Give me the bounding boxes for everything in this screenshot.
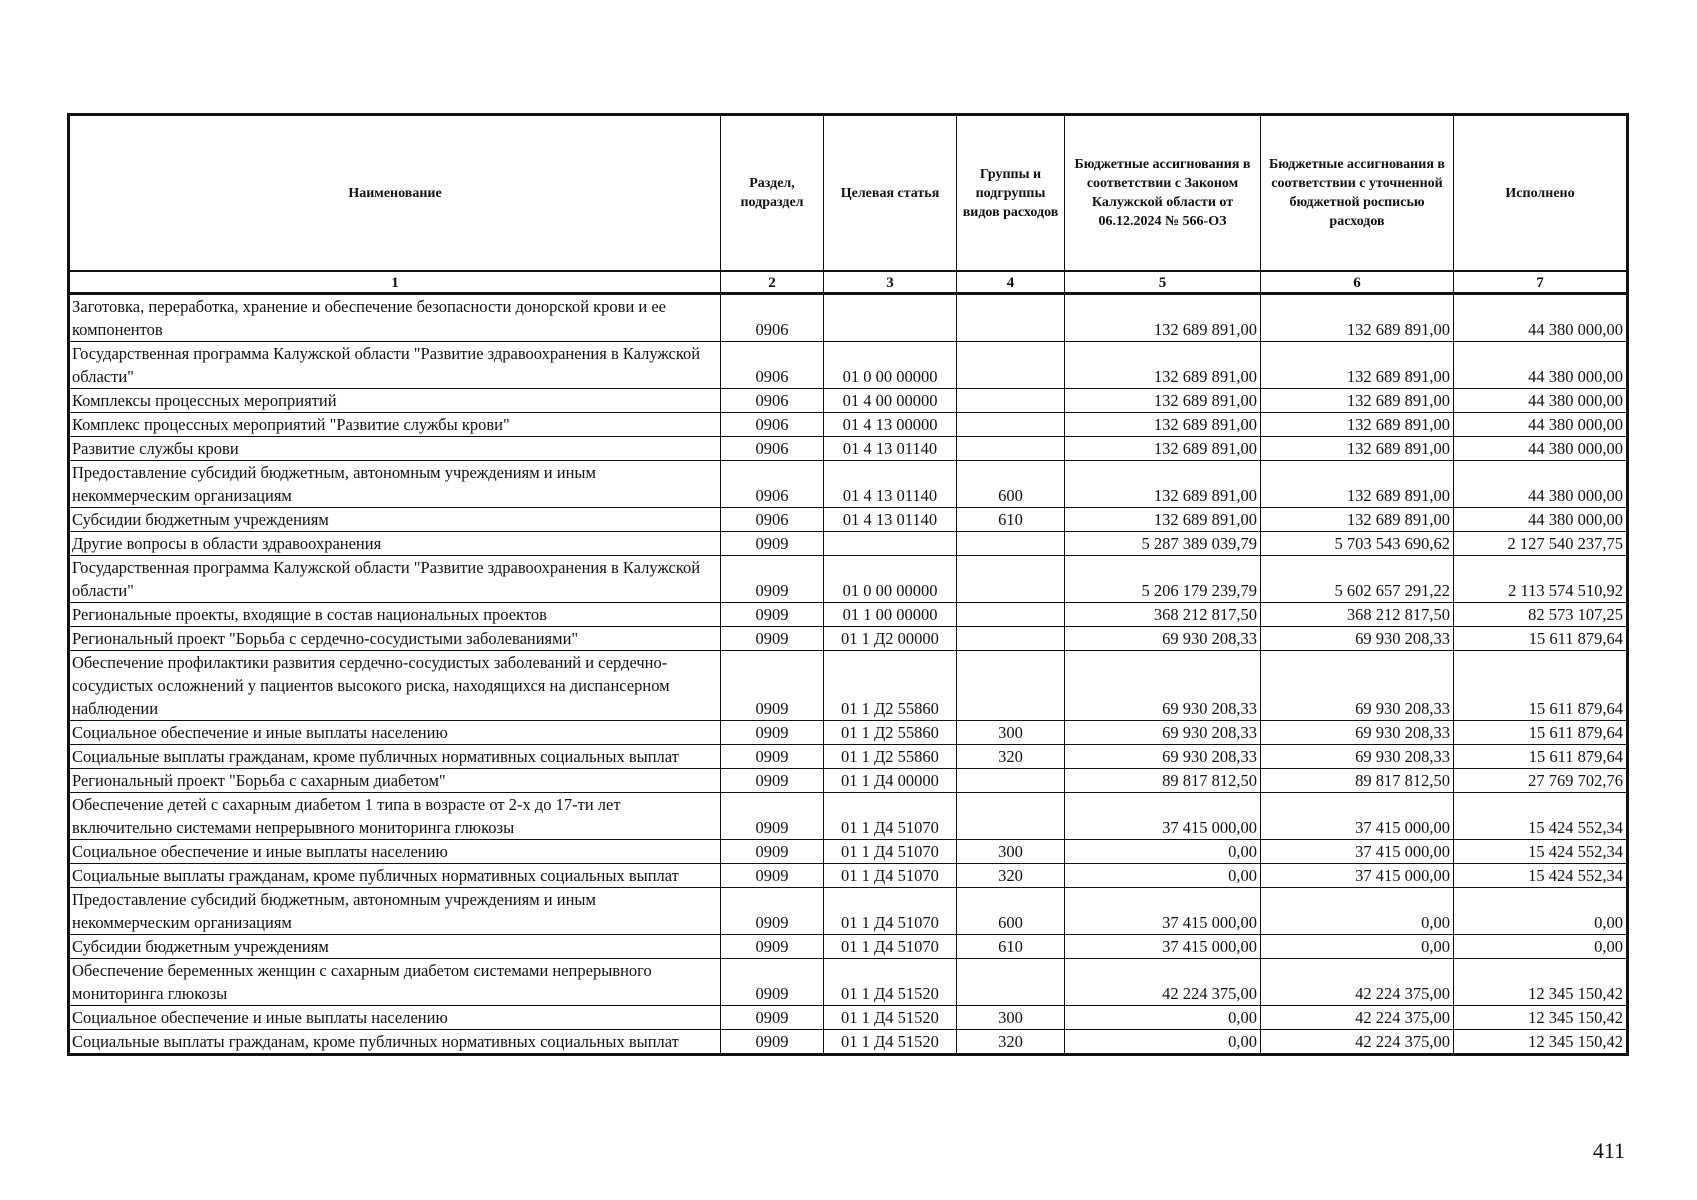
table-row xyxy=(69,627,1628,651)
row-law-allocation: 5 287 389 039,79 xyxy=(1065,532,1261,556)
row-section: 0906 xyxy=(721,508,824,532)
row-executed: 2 127 540 237,75 xyxy=(1454,532,1628,556)
table-row xyxy=(69,721,1628,745)
row-section: 0909 xyxy=(721,888,824,935)
row-target-article: 01 4 00 00000 xyxy=(824,389,957,413)
table-row xyxy=(69,888,1628,935)
column-number-row xyxy=(69,271,1628,294)
row-refined-allocation: 132 689 891,00 xyxy=(1261,508,1454,532)
row-section: 0909 xyxy=(721,793,824,840)
row-expense-group xyxy=(957,959,1065,1006)
row-target-article: 01 1 Д4 51070 xyxy=(824,864,957,888)
row-section: 0909 xyxy=(721,769,824,793)
row-law-allocation: 0,00 xyxy=(1065,1030,1261,1055)
row-name: Региональный проект "Борьба с сахарным диабетом" xyxy=(69,769,721,793)
row-refined-allocation: 69 930 208,33 xyxy=(1261,627,1454,651)
row-refined-allocation: 368 212 817,50 xyxy=(1261,603,1454,627)
table-row xyxy=(69,437,1628,461)
row-name: Обеспечение детей с сахарным диабетом 1 типа в возрасте от 2-х до 17-ти лет включительно системами непрерывного мониторинга глюкозы xyxy=(69,793,721,840)
row-executed: 0,00 xyxy=(1454,888,1628,935)
column-number: 3 xyxy=(824,271,957,294)
row-section: 0906 xyxy=(721,294,824,342)
table-row xyxy=(69,413,1628,437)
row-executed: 44 380 000,00 xyxy=(1454,437,1628,461)
row-refined-allocation: 132 689 891,00 xyxy=(1261,342,1454,389)
row-name: Комплексы процессных мероприятий xyxy=(69,389,721,413)
row-refined-allocation: 42 224 375,00 xyxy=(1261,1006,1454,1030)
row-executed: 27 769 702,76 xyxy=(1454,769,1628,793)
row-target-article: 01 0 00 00000 xyxy=(824,556,957,603)
row-expense-group xyxy=(957,556,1065,603)
row-section: 0909 xyxy=(721,627,824,651)
row-expense-group: 300 xyxy=(957,840,1065,864)
row-law-allocation: 69 930 208,33 xyxy=(1065,721,1261,745)
row-expense-group xyxy=(957,413,1065,437)
row-law-allocation: 37 415 000,00 xyxy=(1065,888,1261,935)
table-row xyxy=(69,935,1628,959)
row-executed: 44 380 000,00 xyxy=(1454,389,1628,413)
row-law-allocation: 37 415 000,00 xyxy=(1065,793,1261,840)
row-executed: 12 345 150,42 xyxy=(1454,1006,1628,1030)
row-expense-group: 600 xyxy=(957,461,1065,508)
row-law-allocation: 0,00 xyxy=(1065,840,1261,864)
row-law-allocation: 132 689 891,00 xyxy=(1065,342,1261,389)
row-name: Обеспечение профилактики развития сердечно-сосудистых заболеваний и сердечно-сосудистых осложнений у пациентов высокого риска, находящихся на диспансерном наблюдении xyxy=(69,651,721,721)
row-law-allocation: 132 689 891,00 xyxy=(1065,294,1261,342)
row-law-allocation: 69 930 208,33 xyxy=(1065,627,1261,651)
row-target-article: 01 1 Д2 55860 xyxy=(824,745,957,769)
row-law-allocation: 368 212 817,50 xyxy=(1065,603,1261,627)
row-expense-group: 300 xyxy=(957,1006,1065,1030)
row-expense-group xyxy=(957,342,1065,389)
row-target-article: 01 1 Д4 51070 xyxy=(824,840,957,864)
row-refined-allocation: 89 817 812,50 xyxy=(1261,769,1454,793)
row-target-article: 01 1 Д2 55860 xyxy=(824,651,957,721)
row-section: 0909 xyxy=(721,721,824,745)
row-refined-allocation: 69 930 208,33 xyxy=(1261,651,1454,721)
column-number: 1 xyxy=(69,271,721,294)
row-executed: 2 113 574 510,92 xyxy=(1454,556,1628,603)
row-target-article: 01 4 13 01140 xyxy=(824,508,957,532)
row-expense-group xyxy=(957,793,1065,840)
row-expense-group: 610 xyxy=(957,935,1065,959)
table-row xyxy=(69,603,1628,627)
header-target: Целевая статья xyxy=(824,115,957,272)
row-law-allocation: 132 689 891,00 xyxy=(1065,389,1261,413)
row-law-allocation: 37 415 000,00 xyxy=(1065,935,1261,959)
row-law-allocation: 0,00 xyxy=(1065,1006,1261,1030)
row-section: 0906 xyxy=(721,437,824,461)
row-expense-group: 300 xyxy=(957,721,1065,745)
row-name: Развитие службы крови xyxy=(69,437,721,461)
row-expense-group xyxy=(957,437,1065,461)
row-refined-allocation: 37 415 000,00 xyxy=(1261,793,1454,840)
row-expense-group: 320 xyxy=(957,745,1065,769)
row-expense-group xyxy=(957,651,1065,721)
row-section: 0909 xyxy=(721,651,824,721)
row-executed: 15 424 552,34 xyxy=(1454,864,1628,888)
row-executed: 15 424 552,34 xyxy=(1454,793,1628,840)
row-target-article: 01 1 Д4 51070 xyxy=(824,793,957,840)
row-section: 0909 xyxy=(721,1030,824,1055)
row-executed: 44 380 000,00 xyxy=(1454,461,1628,508)
table-row xyxy=(69,461,1628,508)
page-number: 411 xyxy=(1592,1138,1625,1163)
row-name: Заготовка, переработка, хранение и обеспечение безопасности донорской крови и ее компонентов xyxy=(69,294,721,342)
row-section: 0906 xyxy=(721,342,824,389)
row-executed: 15 611 879,64 xyxy=(1454,721,1628,745)
row-section: 0909 xyxy=(721,935,824,959)
row-target-article: 01 1 Д4 51520 xyxy=(824,959,957,1006)
column-number: 7 xyxy=(1454,271,1628,294)
row-name: Региональный проект "Борьба с сердечно-сосудистыми заболеваниями" xyxy=(69,627,721,651)
row-law-allocation: 89 817 812,50 xyxy=(1065,769,1261,793)
column-number: 6 xyxy=(1261,271,1454,294)
row-name: Социальное обеспечение и иные выплаты населению xyxy=(69,1006,721,1030)
row-target-article: 01 1 00 00000 xyxy=(824,603,957,627)
row-section: 0909 xyxy=(721,603,824,627)
header-refined-allocation: Бюджетные ассигнования в соответствии с уточненной бюджетной росписью расходов xyxy=(1261,115,1454,272)
row-refined-allocation: 5 602 657 291,22 xyxy=(1261,556,1454,603)
row-executed: 44 380 000,00 xyxy=(1454,413,1628,437)
row-executed: 44 380 000,00 xyxy=(1454,294,1628,342)
row-name: Региональные проекты, входящие в состав национальных проектов xyxy=(69,603,721,627)
header-name: Наименование xyxy=(69,115,721,272)
row-name: Социальное обеспечение и иные выплаты населению xyxy=(69,840,721,864)
row-refined-allocation: 132 689 891,00 xyxy=(1261,389,1454,413)
row-refined-allocation: 37 415 000,00 xyxy=(1261,840,1454,864)
row-refined-allocation: 5 703 543 690,62 xyxy=(1261,532,1454,556)
row-name: Государственная программа Калужской области "Развитие здравоохранения в Калужской области" xyxy=(69,342,721,389)
row-expense-group xyxy=(957,532,1065,556)
row-law-allocation: 0,00 xyxy=(1065,864,1261,888)
row-refined-allocation: 132 689 891,00 xyxy=(1261,294,1454,342)
column-number: 4 xyxy=(957,271,1065,294)
row-executed: 15 611 879,64 xyxy=(1454,745,1628,769)
row-name: Субсидии бюджетным учреждениям xyxy=(69,935,721,959)
row-refined-allocation: 69 930 208,33 xyxy=(1261,721,1454,745)
row-executed: 15 611 879,64 xyxy=(1454,651,1628,721)
row-refined-allocation: 42 224 375,00 xyxy=(1261,959,1454,1006)
row-target-article: 01 4 13 01140 xyxy=(824,437,957,461)
row-name: Государственная программа Калужской области "Развитие здравоохранения в Калужской области" xyxy=(69,556,721,603)
row-expense-group xyxy=(957,389,1065,413)
row-executed: 44 380 000,00 xyxy=(1454,508,1628,532)
row-refined-allocation: 69 930 208,33 xyxy=(1261,745,1454,769)
table-row xyxy=(69,769,1628,793)
row-expense-group xyxy=(957,769,1065,793)
row-expense-group: 600 xyxy=(957,888,1065,935)
row-law-allocation: 5 206 179 239,79 xyxy=(1065,556,1261,603)
row-name: Социальные выплаты гражданам, кроме публичных нормативных социальных выплат xyxy=(69,745,721,769)
row-refined-allocation: 132 689 891,00 xyxy=(1261,413,1454,437)
table-row xyxy=(69,959,1628,1006)
row-executed: 15 424 552,34 xyxy=(1454,840,1628,864)
row-target-article: 01 1 Д4 51520 xyxy=(824,1006,957,1030)
header-law-allocation: Бюджетные ассигнования в соответствии с Законом Калужской области от 06.12.2024 № 566-ОЗ xyxy=(1065,115,1261,272)
row-executed: 82 573 107,25 xyxy=(1454,603,1628,627)
table-row xyxy=(69,864,1628,888)
row-law-allocation: 69 930 208,33 xyxy=(1065,651,1261,721)
row-refined-allocation: 132 689 891,00 xyxy=(1261,461,1454,508)
table-row xyxy=(69,651,1628,721)
row-target-article: 01 4 13 01140 xyxy=(824,461,957,508)
row-target-article: 01 1 Д4 51070 xyxy=(824,888,957,935)
table-row xyxy=(69,1030,1628,1055)
table-row xyxy=(69,508,1628,532)
header-section: Раздел, подраздел xyxy=(721,115,824,272)
header-executed: Исполнено xyxy=(1454,115,1628,272)
row-name: Субсидии бюджетным учреждениям xyxy=(69,508,721,532)
column-number: 5 xyxy=(1065,271,1261,294)
budget-table xyxy=(67,113,1629,1056)
row-name: Социальные выплаты гражданам, кроме публичных нормативных социальных выплат xyxy=(69,864,721,888)
table-row xyxy=(69,294,1628,342)
row-executed: 0,00 xyxy=(1454,935,1628,959)
row-name: Обеспечение беременных женщин с сахарным диабетом системами непрерывного мониторинга глюкозы xyxy=(69,959,721,1006)
row-section: 0909 xyxy=(721,556,824,603)
row-expense-group: 610 xyxy=(957,508,1065,532)
row-target-article: 01 1 Д4 51070 xyxy=(824,935,957,959)
row-law-allocation: 132 689 891,00 xyxy=(1065,508,1261,532)
row-refined-allocation: 42 224 375,00 xyxy=(1261,1030,1454,1055)
row-expense-group: 320 xyxy=(957,1030,1065,1055)
row-section: 0906 xyxy=(721,413,824,437)
row-law-allocation: 69 930 208,33 xyxy=(1065,745,1261,769)
row-law-allocation: 42 224 375,00 xyxy=(1065,959,1261,1006)
row-expense-group xyxy=(957,627,1065,651)
row-executed: 12 345 150,42 xyxy=(1454,1030,1628,1055)
row-refined-allocation: 0,00 xyxy=(1261,888,1454,935)
row-law-allocation: 132 689 891,00 xyxy=(1065,413,1261,437)
row-section: 0909 xyxy=(721,1006,824,1030)
row-name: Комплекс процессных мероприятий "Развитие службы крови" xyxy=(69,413,721,437)
table-row xyxy=(69,556,1628,603)
row-section: 0906 xyxy=(721,389,824,413)
row-section: 0909 xyxy=(721,745,824,769)
table-row xyxy=(69,793,1628,840)
table-body xyxy=(69,294,1628,1055)
row-section: 0906 xyxy=(721,461,824,508)
row-executed: 44 380 000,00 xyxy=(1454,342,1628,389)
table-row xyxy=(69,1006,1628,1030)
table-row xyxy=(69,532,1628,556)
row-name: Социальные выплаты гражданам, кроме публичных нормативных социальных выплат xyxy=(69,1030,721,1055)
row-executed: 15 611 879,64 xyxy=(1454,627,1628,651)
row-target-article: 01 1 Д4 51520 xyxy=(824,1030,957,1055)
row-name: Предоставление субсидий бюджетным, автономным учреждениям и иным некоммерческим организациям xyxy=(69,888,721,935)
row-refined-allocation: 37 415 000,00 xyxy=(1261,864,1454,888)
table-row xyxy=(69,745,1628,769)
table-row xyxy=(69,840,1628,864)
row-refined-allocation: 0,00 xyxy=(1261,935,1454,959)
row-executed: 12 345 150,42 xyxy=(1454,959,1628,1006)
row-expense-group xyxy=(957,294,1065,342)
row-expense-group xyxy=(957,603,1065,627)
row-section: 0909 xyxy=(721,959,824,1006)
row-section: 0909 xyxy=(721,864,824,888)
table-row xyxy=(69,342,1628,389)
row-expense-group: 320 xyxy=(957,864,1065,888)
row-law-allocation: 132 689 891,00 xyxy=(1065,437,1261,461)
row-target-article xyxy=(824,294,957,342)
row-name: Предоставление субсидий бюджетным, автономным учреждениям и иным некоммерческим организациям xyxy=(69,461,721,508)
row-name: Другие вопросы в области здравоохранения xyxy=(69,532,721,556)
row-target-article: 01 0 00 00000 xyxy=(824,342,957,389)
row-section: 0909 xyxy=(721,532,824,556)
row-law-allocation: 132 689 891,00 xyxy=(1065,461,1261,508)
row-name: Социальное обеспечение и иные выплаты населению xyxy=(69,721,721,745)
row-section: 0909 xyxy=(721,840,824,864)
row-target-article: 01 1 Д2 00000 xyxy=(824,627,957,651)
row-target-article xyxy=(824,532,957,556)
row-target-article: 01 1 Д4 00000 xyxy=(824,769,957,793)
row-target-article: 01 1 Д2 55860 xyxy=(824,721,957,745)
row-target-article: 01 4 13 00000 xyxy=(824,413,957,437)
column-number: 2 xyxy=(721,271,824,294)
table-row xyxy=(69,389,1628,413)
header-group: Группы и подгруппы видов расходов xyxy=(957,115,1065,272)
row-refined-allocation: 132 689 891,00 xyxy=(1261,437,1454,461)
